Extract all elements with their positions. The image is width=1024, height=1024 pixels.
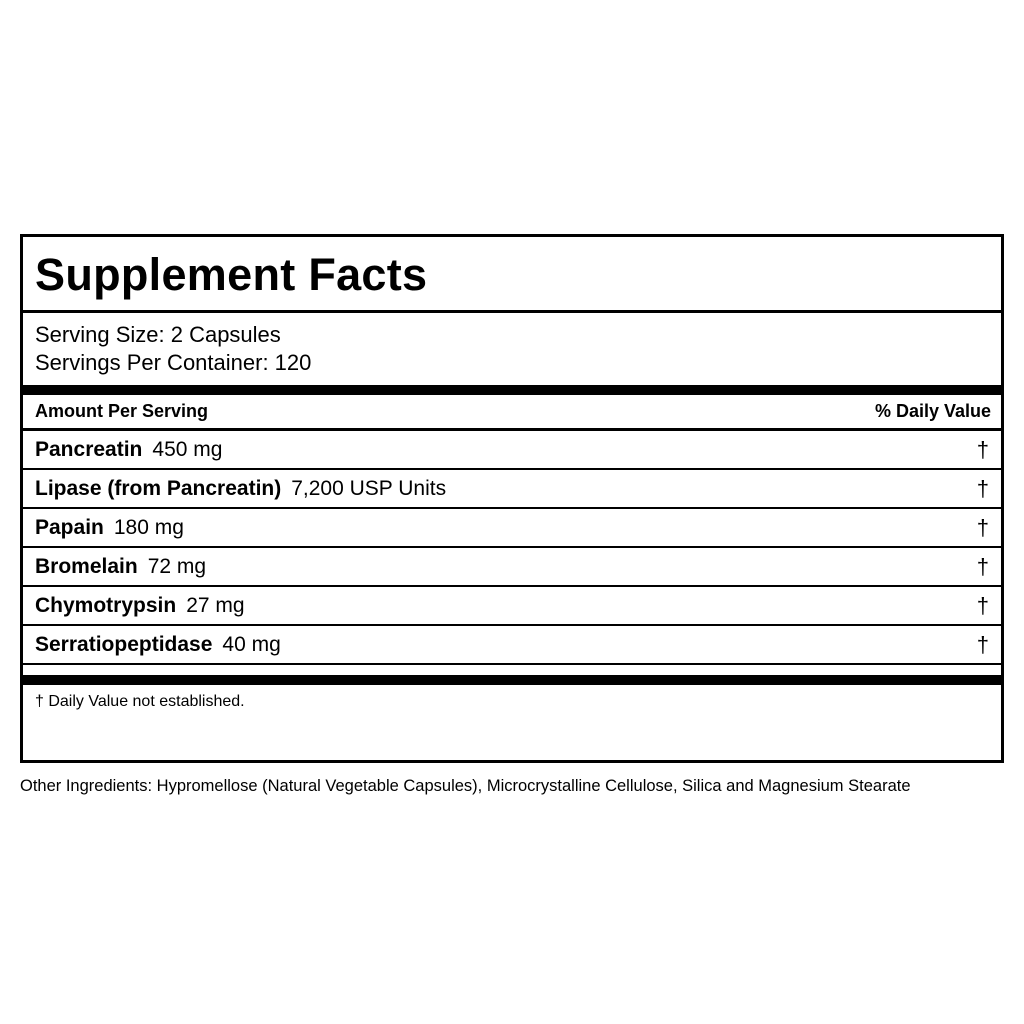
ingredient-name: Chymotrypsin [35, 593, 177, 617]
ingredient-row [23, 626, 1001, 665]
servings-per-container: Servings Per Container: 120 [35, 350, 312, 375]
amount-per-serving-header: Amount Per Serving [35, 401, 209, 421]
ingredient-amount: 27 mg [186, 593, 245, 617]
ingredient-row [23, 470, 1001, 509]
serving-size: Serving Size: 2 Capsules [35, 322, 281, 347]
ingredient-amount: 450 mg [152, 437, 223, 461]
supplement-facts-panel [20, 234, 1004, 763]
other-ingredients: Other Ingredients: Hypromellose (Natural Vegetable Capsules), Microcrystalline Cellulose, Silica and Magnesium Stearate [20, 777, 911, 795]
ingredient-amount: 72 mg [147, 554, 207, 578]
ingredient-row [23, 548, 1001, 587]
ingredient-amount: 40 mg [222, 632, 281, 656]
footnote: † Daily Value not established. [35, 693, 245, 710]
ingredient-name: Papain [35, 515, 104, 539]
daily-value-header: % Daily Value [874, 401, 991, 421]
blank-spacer [23, 665, 1001, 675]
ingredient-name: Bromelain [35, 554, 138, 578]
ingredient-row [23, 587, 1001, 626]
panel-title: Supplement Facts [23, 237, 1001, 313]
ingredient-daily-value: † [976, 514, 989, 540]
column-header-row [23, 395, 1001, 431]
ingredient-amount: 180 mg [113, 515, 184, 539]
ingredient-amount: 7,200 USP Units [291, 476, 447, 500]
thick-divider-top [23, 385, 1001, 395]
thick-divider-bottom [23, 675, 1001, 685]
ingredient-row [23, 431, 1001, 470]
ingredient-daily-value: † [976, 436, 989, 462]
ingredient-name: Lipase (from Pancreatin) [35, 476, 282, 500]
ingredient-daily-value: † [976, 475, 989, 501]
ingredient-name: Serratiopeptidase [35, 632, 213, 656]
ingredient-daily-value: † [976, 631, 989, 657]
ingredient-name: Pancreatin [35, 437, 143, 461]
ingredient-daily-value: † [976, 592, 989, 618]
ingredient-row [23, 509, 1001, 548]
ingredient-daily-value: † [976, 553, 989, 579]
serving-info [23, 313, 1001, 385]
